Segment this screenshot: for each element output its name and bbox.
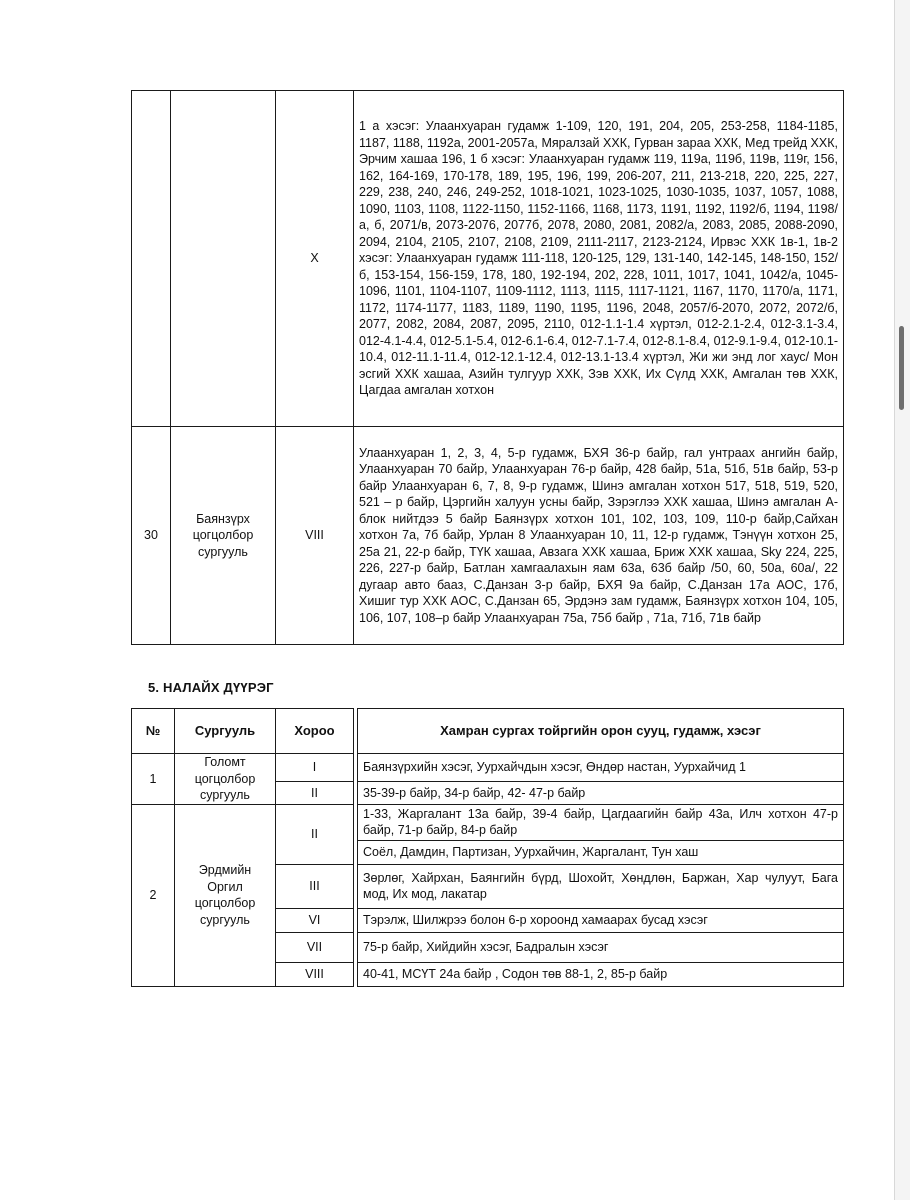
school-name: Голомт цогцолбор сургууль: [175, 754, 276, 805]
khoroo-number: VIII: [276, 962, 354, 986]
header-khoroo: Хороо: [276, 709, 354, 754]
address-list: 1-33, Жаргалант 13а байр, 39-4 байр, Цагдаагийн байр 43а, Илч хотхон 47-р байр, 71-р байр, 84-р байр: [358, 804, 844, 840]
address-list: Тэрэлж, Шилжрээ болон 6-р хороонд хамаарах бусад хэсэг: [358, 908, 844, 932]
row-number: [132, 91, 171, 427]
address-list: 1 а хэсэг: Улаанхуаран гудамж 1-109, 120, 191, 204, 205, 253-258, 1184-1185, 1187, 1188, 1192а, 2001-2057а, Мяралзай ХХК, Гурван зараа ХХК, Мед трейд ХХК, Эрчим хашаа 196, 1 б хэсэг: Улаанхуаран гудамж 119, 119а, 119б, 119в, 119г, 156, 162, 164-169, 170-178, 189, 195, 196, 199, 206-207, 211, 213-218, 220, 225, 227, 229, 238, 240, 246, 249-252, 1018-1021, 1023-1025, 1030-1035, 1037, 1057, 1088, 1090, 1103, 1108, 1122-1150, 1152-1166, 1168, 1173, 1191, 1192, 1192/б, 1194, 1198/а, б, 2071/в, 2073-2076, 2077б, 2078, 2080, 2081, 2082/а, 2083, 2085, 2088-2090, 2094, 2104, 2105, 2107, 2108, 2109, 2111-2117, 2123-2124, Ирвэс ХХК 1в-1, 1в-2 хэсэг: Улаанхуаран гудамж 111-118, 120-125, 129, 131-140, 142-145, 148-150, 152/б, 153-154, 156-159, 178, 180, 192-194, 202, 228, 1011, 1017, 1041, 1042/а, 1045-1096, 1101, 1104-1107, 1109-1112, 1113, 1115, 1117-1121, 1167, 1170, 1170/а, 1171, 1172, 1174-1177, 1183, 1189, 1190, 1195, 1196, 2048, 2057/б-2070, 2072, 2072/б, 2077, 2082, 2084, 2087, 2095, 2110, 012-1.1-1.4 хүртэл, 012-2.1-2.4, 012-3.1-3.4, 012-4.1-4.4, 012-5.1-5.4, 012-6.1-6.4, 012-7.1-7.4, 012-8.1-8.4, 012-9.1-9.4, 012-10.1-10.4, 012-11.1-11.4, 012-12.1-12.4, 012-13.1-13.4 хүртэл, Жи жи энд лог хаус/ Мон эсгий ХХК хашаа, Азийн тулгуур ХХК, Зэв ХХК, Их Сүлд ХХК, Амгалан төв ХХК, Цагдаа амгалан хотхон: [354, 91, 844, 427]
khoroo-number: III: [276, 864, 354, 908]
address-list: Улаанхуаран 1, 2, 3, 4, 5-р гудамж, БХЯ 36-р байр, гал унтраах ангийн байр, Улаанхуаран 70 байр, Улаанхуаран 76-р байр, 428 байр, 51а, 51б, 51в байр, 53-р байр Улаанхуаран 6, 7, 8, 9-р гудамж, Шинэ амгалан хотхон 517, 518, 519, 520, 521 – р байр, Цэргийн халуун усны байр, Зэрэглээ ХХК хашаа, Шинэ амгалан А-блок нийтдээ 5 байр Баянзүрх хотхон 101, 102, 103, 109, 110-р байр,Сайхан хотхон 7а, 7б байр, Урлан 8 Улаанхуаран 10, 11, 12-р гудамж, Тэнүүн хотхон 25, 25а 21, 22-р байр, ТҮК хашаа, Авзага ХХК хашаа, Бриж ХХК хашаа, Sky 224, 225, 226, 227-р байр, Батлан хамгаалахын яам 63а, 63б байр /50, 60, 50а, 60а/, 22 дугаар авто бааз, С.Данзан 3-р байр, БХЯ 9а байр, С.Данзан 17а АОС, 17б, Хишиг тур ХХК АОС, С.Данзан 65, Эрдэнэ зам гудамж, Баянзүрх хотхон 104, 105, 106, 107, 108–р байр Улаанхуаран 75а, 75б байр , 71а, 71б, 71в байр: [354, 427, 844, 645]
table-row: [132, 91, 844, 427]
table-row: [132, 754, 844, 782]
address-list: Баянзүрхийн хэсэг, Уурхайчдын хэсэг, Өндөр настан, Уурхайчид 1: [358, 754, 844, 782]
district-table-continued: [131, 90, 844, 645]
address-list: Соёл, Дамдин, Партизан, Уурхайчин, Жаргалант, Тун хаш: [358, 840, 844, 864]
khoroo-number: II: [276, 804, 354, 864]
table-row: [132, 427, 844, 645]
row-number: 30: [132, 427, 171, 645]
nalaikh-table: [131, 708, 844, 987]
school-name: Эрдмийн Оргил цогцолбор сургууль: [175, 804, 276, 986]
scrollbar-thumb[interactable]: [899, 326, 904, 410]
khoroo-number: VII: [276, 932, 354, 962]
address-list: Зөрлөг, Хайрхан, Баянгийн бүрд, Шохойт, Хөндлөн, Баржан, Хар чулуут, Бага мод, Их мод, лакатар: [358, 864, 844, 908]
row-number: 2: [132, 804, 175, 986]
address-list: 75-р байр, Хийдийн хэсэг, Бадралын хэсэг: [358, 932, 844, 962]
header-number: №: [132, 709, 175, 754]
school-name: Баянзүрх цогцолбор сургууль: [171, 427, 276, 645]
row-number: 1: [132, 754, 175, 805]
table-header-row: [132, 709, 844, 754]
khoroo-number: VIII: [276, 427, 354, 645]
table-row: [132, 804, 844, 840]
school-name: [171, 91, 276, 427]
address-list: 40-41, МСҮТ 24а байр , Содон төв 88-1, 2, 85-р байр: [358, 962, 844, 986]
khoroo-number: X: [276, 91, 354, 427]
khoroo-number: I: [276, 754, 354, 782]
address-list: 35-39-р байр, 34-р байр, 42- 47-р байр: [358, 782, 844, 804]
khoroo-number: VI: [276, 908, 354, 932]
khoroo-number: II: [276, 782, 354, 804]
viewer-margin: [895, 0, 910, 1200]
header-addresses: Хамран сургах тойргийн орон сууц, гудамж, хэсэг: [358, 709, 844, 754]
header-school: Сургууль: [175, 709, 276, 754]
section-title: 5. НАЛАЙХ ДҮҮРЭГ: [148, 680, 274, 695]
